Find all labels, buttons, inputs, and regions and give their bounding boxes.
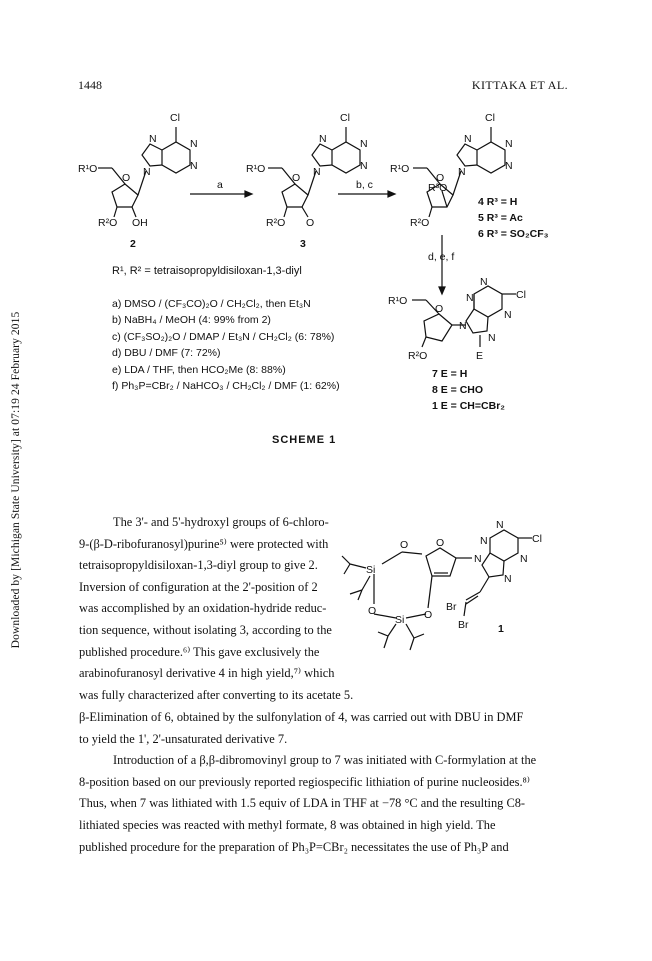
atom-label: N	[360, 138, 368, 150]
atom-label: R¹O	[246, 163, 266, 175]
arrow-def-label: d, e, f	[428, 251, 455, 263]
atom-label: N	[143, 166, 151, 178]
body-line: 8-position based on our previously reported regiospecific lithiation of purine nucleosides.⁸⁾	[79, 774, 530, 789]
compound-1-label: 1	[498, 623, 504, 635]
condition-line: c) (CF₃SO₂)₂O / DMAP / Et₃N / CH₂Cl₂ (6: 78%)	[112, 330, 335, 343]
condition-line: e) LDA / THF, then HCO₂Me (8: 88%)	[112, 363, 286, 376]
atom-label: O	[436, 172, 445, 184]
body-line: tetraisopropyldisiloxan-1,3-diyl group to give 2.	[79, 558, 318, 573]
r3-list-item: 4 R³ = H	[478, 196, 518, 208]
atom-label: OH	[132, 217, 148, 229]
atom-label: N	[474, 553, 482, 565]
atom-label: N	[319, 133, 327, 145]
atom-label: Cl	[340, 112, 350, 124]
atom-label: N	[360, 160, 368, 172]
atom-label: N	[520, 553, 528, 565]
atom-label: O	[292, 172, 301, 184]
r-group-definition: R¹, R² = tetraisopropyldisiloxan-1,3-diyl	[112, 265, 302, 277]
arrow-a-label: a	[217, 179, 223, 191]
atom-label: Si	[366, 564, 376, 576]
atom-label: Cl	[516, 289, 526, 301]
atom-label: R²O	[98, 217, 118, 229]
compound-2-label: 2	[130, 238, 136, 250]
body-paragraph-wrapped	[79, 512, 354, 706]
atom-label: N	[504, 309, 512, 321]
body-line: Inversion of configuration at the 2'-position of 2	[79, 579, 318, 594]
page-number: 1448	[78, 78, 102, 92]
atom-label: N	[459, 320, 467, 332]
atom-label: R²O	[410, 217, 430, 229]
atom-label: Cl	[532, 533, 542, 545]
atom-label: R¹O	[390, 163, 410, 175]
condition-line: b) NaBH₄ / MeOH (4: 99% from 2)	[112, 314, 271, 327]
e-list-item: 8 E = CHO	[432, 384, 484, 396]
atom-label: N	[496, 519, 504, 531]
body-line: published procedure for the preparation of Ph₃P=CBr₂ necessitates the use of Ph₃P and	[79, 839, 509, 854]
atom-label: R³O	[428, 182, 448, 194]
atom-label: Si	[395, 614, 405, 626]
body-line: β-Elimination of 6, obtained by the sulfonylation of 4, was carried out with DBU in DMF	[79, 710, 524, 724]
condition-line: f) Ph₃P=CBr₂ / NaHCO₃ / CH₂Cl₂ / DMF (1: 62%)	[112, 380, 340, 393]
atom-label: O	[424, 609, 433, 621]
atom-label: N	[480, 535, 488, 547]
r3-list-item: 6 R³ = SO₂CF₃	[478, 228, 549, 240]
compound-1-structure	[340, 518, 570, 658]
body-line: to yield the 1', 2'-unsaturated derivative 7.	[79, 731, 288, 746]
atom-label: O	[435, 303, 444, 315]
body-line: tion sequence, without isolating 3, according to the	[79, 622, 332, 637]
atom-label: O	[436, 537, 445, 549]
condition-line: a) DMSO / (CF₃CO)₂O / CH₂Cl₂, then Et₃N	[112, 298, 311, 310]
atom-label: Cl	[170, 112, 180, 124]
atom-label: E	[476, 350, 484, 362]
atom-label: O	[400, 539, 409, 551]
body-line: Introduction of a β,β-dibromovinyl group to 7 was initiated with C-formylation at the	[113, 753, 537, 768]
e-list-item: 1 E = CH=CBr₂	[432, 400, 505, 412]
atom-label: Br	[458, 619, 469, 631]
atom-label: N	[505, 138, 513, 150]
atom-label: N	[488, 332, 496, 344]
atom-label: O	[306, 217, 315, 229]
arrow-def-head	[439, 287, 445, 294]
atom-label: N	[464, 133, 472, 145]
reaction-conditions	[112, 296, 340, 394]
atom-label: N	[466, 292, 474, 304]
running-head: KITTAKA ET AL.	[471, 78, 568, 92]
arrow-bc-head	[388, 191, 395, 197]
compound-7-8-1-structure	[412, 286, 516, 347]
body-paragraph-full	[79, 707, 569, 858]
atom-label: R²O	[266, 217, 286, 229]
body-line: 9-(β-D-ribofuranosyl)purine⁵⁾ were protected with	[79, 536, 329, 551]
arrow-bc-label: b, c	[356, 179, 373, 191]
body-line: lithiated species was reacted with methyl formate, 8 was obtained in high yield. The	[79, 817, 496, 832]
atom-label: N	[480, 276, 488, 288]
atom-label: N	[504, 573, 512, 585]
atom-label: O	[368, 605, 377, 617]
download-notice	[10, 311, 22, 649]
body-line: was accomplished by an oxidation-hydride reduc-	[79, 601, 327, 616]
scheme-caption: SCHEME 1	[272, 434, 337, 446]
body-line: was fully characterized after converting to its acetate 5.	[79, 687, 354, 702]
atom-label: O	[122, 172, 131, 184]
body-line: published procedure.⁶⁾ This gave exclusively the	[79, 644, 320, 659]
atom-label: R¹O	[78, 163, 98, 175]
compound-3-label: 3	[300, 238, 306, 250]
atom-label: N	[313, 166, 321, 178]
atom-label: N	[149, 133, 157, 145]
body-line: Thus, when 7 was lithiated with 1.5 equiv of LDA in THF at −78 °C and the resulting C8-	[79, 796, 526, 811]
atom-label: N	[505, 160, 513, 172]
atom-label: N	[190, 138, 198, 150]
body-line: arabinofuranosyl derivative 4 in high yield,⁷⁾ which	[79, 666, 335, 681]
atom-label: R²O	[408, 350, 428, 362]
atom-label: N	[458, 166, 466, 178]
condition-line: d) DBU / DMF (7: 72%)	[112, 347, 221, 360]
e-list-item: 7 E = H	[432, 368, 468, 380]
atom-label: Br	[446, 601, 457, 613]
atom-label: N	[190, 160, 198, 172]
atom-label: R¹O	[388, 295, 408, 307]
download-notice-text: Downloaded by [Michigan State University] at 07:19 24 February 2015	[10, 311, 22, 649]
arrow-a-head	[245, 191, 252, 197]
r3-list-item: 5 R³ = Ac	[478, 212, 523, 224]
body-line: The 3'- and 5'-hydroxyl groups of 6-chloro-	[113, 515, 329, 529]
atom-label: Cl	[485, 112, 495, 124]
